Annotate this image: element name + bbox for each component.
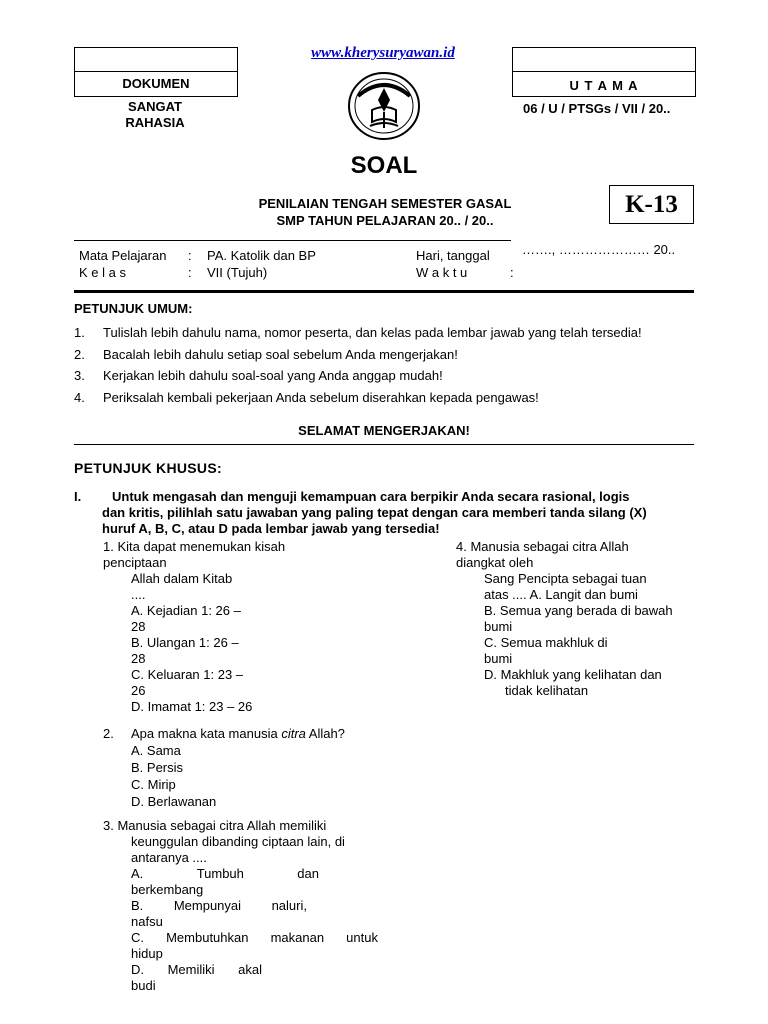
mapel-label: Mata Pelajaran [79,248,167,263]
info-top-rule [74,240,511,241]
option-b: B. Persis [131,760,184,775]
waktu-label: W a k t u [416,265,468,280]
option-d: D. Memiliki akal [131,962,262,977]
option-c: C. Semua makhluk di [484,635,608,650]
list-item: 2. Bacalah lebih dahulu setiap soal sebelum Anda mengerjakan! [74,346,458,362]
petunjuk-umum-heading: PETUNJUK UMUM: [74,301,193,316]
kelas-value: VII (Tujuh) [207,265,268,280]
petunjuk-khusus-heading: PETUNJUK KHUSUS: [74,460,222,476]
selamat-rule [74,444,694,445]
kelas-label: K e l a s [79,265,126,280]
option-a: A. Kejadian 1: 26 – [131,603,241,618]
kelas-colon: : [188,265,192,280]
question-2: 2. Apa makna kata manusia citra Allah? A. Sama B. Persis C. Mirip D. Berlawanan [103,725,378,810]
utama-box: U T A M A [512,71,696,97]
list-item: 1. Tulislah lebih dahulu nama, nomor peserta, dan kelas pada lembar jawab yang telah tersedia! [74,325,642,340]
curriculum-badge: K-13 [609,185,694,224]
question-1: 1. Kita dapat menemukan kisah penciptaan Allah dalam Kitab .... A. Kejadian 1: 26 – 28 B. Ulangan 1: 26 – 28 C. Keluaran 1: 23 – 26 D. Imamat 1: 23 – 26 [103,539,286,714]
document-code: 06 / U / PTSGs / VII / 20.. [523,101,671,116]
list-item: 3. Kerjakan lebih dahulu soal-soal yang Anda anggap mudah! [74,368,443,383]
mapel-value: PA. Katolik dan BP [207,248,316,263]
left-empty-box [74,47,238,72]
page-title: SOAL [350,152,418,179]
option-d: D. Makhluk yang kelihatan dan [484,667,662,682]
option-d: D. Imamat 1: 23 – 26 [131,699,253,714]
tut-wuri-handayani-logo [344,70,424,142]
mapel-colon: : [188,248,192,263]
exam-subtitle: PENILAIAN TENGAH SEMESTER GASAL SMP TAHUN PELAJARAN 20.. / 20.. [258,196,512,228]
list-item: 4. Periksalah kembali pekerjaan Anda sebelum diserahkan kepada pengawas! [74,389,539,405]
option-a: A. Tumbuh dan [131,866,319,881]
section-instructions-cont: dan kritis, pilihlah satu jawaban yang paling tepat dengan cara memberi tanda silang (X) huruf A, B, C, atau D pada lembar jawab yang tersedia! [102,505,647,536]
question-4: 4. Manusia sebagai citra Allah diangkat oleh Sang Pencipta sebagai tuan atas .... A. Langit dan bumi B. Semua yang berada di bawah bumi C. Semua makhluk di bumi D. Makhluk yang kelihatan dan tidak kelihatan [456,539,701,699]
hari-label: Hari, tanggal [416,248,490,263]
waktu-colon: : [510,265,514,280]
info-bottom-rule [74,290,694,293]
option-b: B. Semua yang berada di bawah [484,603,673,618]
date-value: ……., ………………… 20.. [522,242,676,257]
website-link[interactable]: www.kherysuryawan.id [311,45,455,61]
dokumen-box: DOKUMEN [74,71,238,97]
option-b: B. Ulangan 1: 26 – [131,635,239,650]
question-3: 3. Manusia sebagai citra Allah memiliki keunggulan dibanding ciptaan lain, di antaranya .... A. Tumbuh dan berkembang B. Mempunyai naluri, nafsu C. Membutuhkan makanan untuk hidup D. Memiliki akal budi [103,818,378,993]
right-empty-box [512,47,696,72]
sangat-rahasia-caption: SANGAT RAHASIA [125,99,185,130]
option-a: A. Sama [131,743,181,758]
option-d: D. Berlawanan [131,794,217,809]
option-c: C. Mirip [131,777,176,792]
option-b: B. Mempunyai naluri, [131,898,307,913]
option-c: C. Keluaran 1: 23 – [131,667,244,682]
section-instructions: Untuk mengasah dan menguji kemampuan cara berpikir Anda secara rasional, logis [112,489,630,504]
selamat-mengerjakan: SELAMAT MENGERJAKAN! [298,423,470,438]
petunjuk-umum-list [74,322,642,408]
option-c: C. Membutuhkan makanan untuk [131,930,378,945]
section-number: I. [74,489,82,504]
